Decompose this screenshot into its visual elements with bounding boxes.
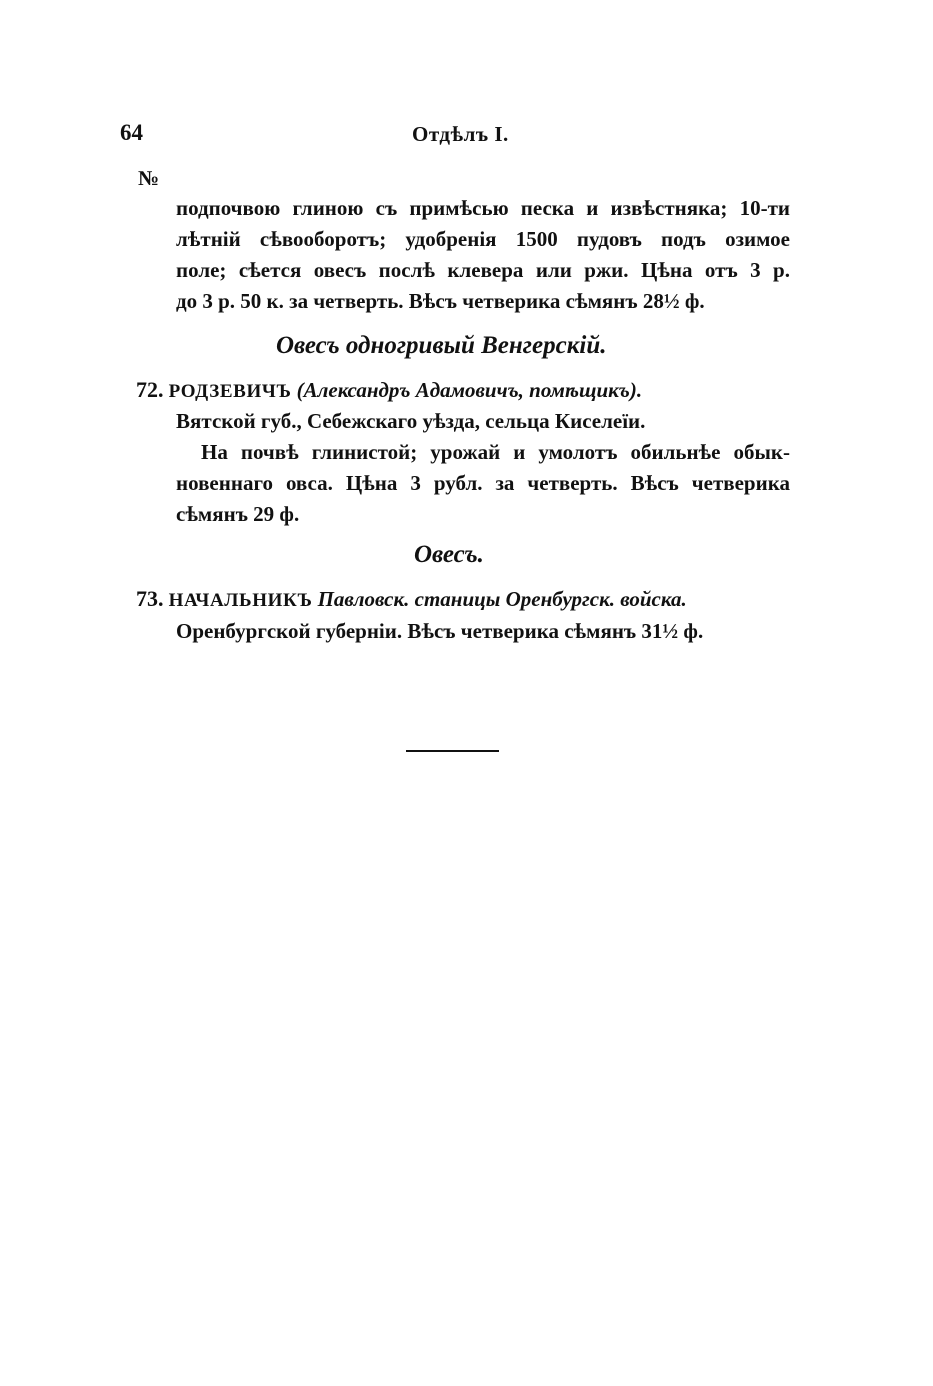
column-mark: № [138,166,160,190]
entry-number: 73. [136,586,164,611]
entry-subtitle: (Александръ Адамовичъ, помѣщикъ). [296,378,643,402]
entry-72-heading [136,377,642,403]
entry-name: РОДЗЕВИЧЪ [168,381,292,402]
entry-name: НАЧАЛЬНИКЪ [168,590,313,611]
section-heading-hungarian-oats: Овесъ одногривый Венгерскій. [276,332,607,359]
running-head: Отдѣлъ I. [412,122,509,146]
entry-number: 72. [136,377,164,402]
continuation-line-1: подпочвою глиною съ примѣсью песка и извѣстняка; 10-ти [176,196,790,220]
section-heading-oats: Овесъ. [414,541,484,568]
entry-72-line-1: На почвѣ глинистой; урожай и умолотъ обильнѣе обык- [201,440,790,464]
continuation-line-2: лѣтній сѣвооборотъ; удобренія 1500 пудовъ подъ озимое [176,227,790,251]
entry-72-address: Вятской губ., Себежскаго уѣзда, сельца Киселеїи. [176,409,646,433]
continuation-line-4: до 3 р. 50 к. за четверть. Вѣсъ четверика сѣмянъ 28½ ф. [176,289,705,313]
entry-72-line-2: новеннаго овса. Цѣна 3 рубл. за четверть. Вѣсъ четверика [176,471,790,495]
entry-73-address: Оренбургской губерніи. Вѣсъ четверика сѣмянъ 31½ ф. [176,619,704,643]
end-rule [406,750,499,752]
page-number: 64 [120,120,143,145]
entry-73-heading [136,586,687,612]
entry-subtitle: Павловск. станицы Оренбургск. войска. [317,587,687,611]
entry-72-line-3: сѣмянъ 29 ф. [176,502,300,526]
continuation-line-3: поле; сѣется овесъ послѣ клевера или ржи. Цѣна отъ 3 р. [176,258,790,282]
